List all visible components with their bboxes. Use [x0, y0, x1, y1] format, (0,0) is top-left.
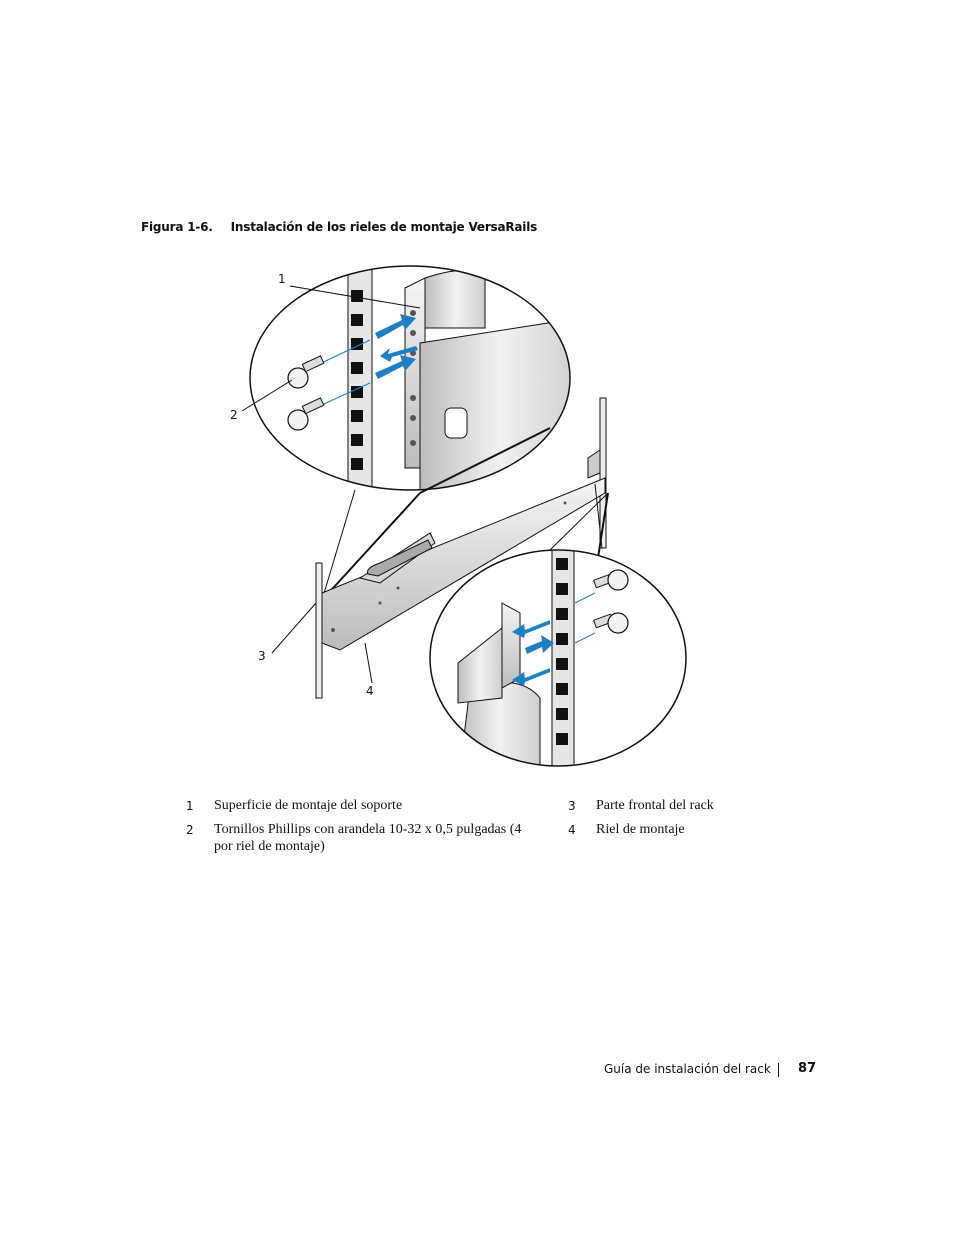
callout-line-4	[365, 643, 372, 683]
figure-caption	[141, 220, 537, 234]
rail-installation-illustration	[220, 258, 690, 768]
legend-text: Superficie de montaje del soporte	[214, 798, 403, 813]
callout-1: 1	[278, 272, 286, 286]
callout-line-3	[272, 603, 316, 653]
legend-number: 4	[568, 823, 576, 837]
legend-text: Tornillos Phillips con arandela 10-32 x 0,5 pulgadas (4 por riel de montaje)	[214, 822, 522, 854]
callout-4: 4	[366, 684, 374, 698]
callout-3: 3	[258, 649, 266, 663]
legend-number: 2	[186, 823, 194, 837]
footer-title: Guía de instalación del rack	[604, 1062, 771, 1076]
legend-item	[186, 821, 526, 855]
illustration-svg	[220, 258, 690, 768]
legend-number: 1	[186, 799, 194, 813]
legend-item	[568, 797, 748, 814]
callout-2: 2	[230, 408, 238, 422]
figure-title: Instalación de los rieles de montaje VersaRails	[230, 220, 538, 234]
legend-text: Parte frontal del rack	[596, 798, 714, 813]
legend-text: Riel de montaje	[596, 822, 685, 837]
figure-label: Figura 1-6.	[141, 220, 213, 234]
legend-item	[568, 821, 748, 838]
legend-item	[186, 797, 526, 814]
page-number: 87	[798, 1061, 817, 1076]
detail-circle-bottom	[420, 493, 690, 768]
legend-number: 3	[568, 799, 576, 813]
footer-separator	[778, 1063, 779, 1077]
